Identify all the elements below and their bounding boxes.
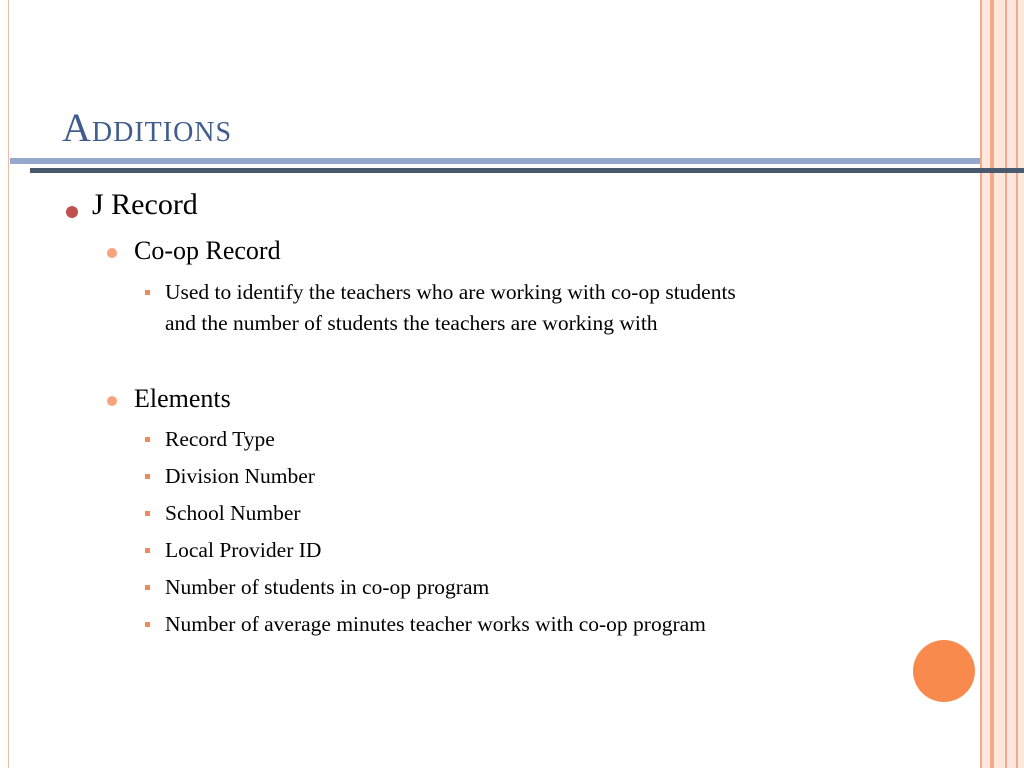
bullet-level3-icon [145,290,150,295]
element-item: Number of average minutes teacher works with co-op program [165,612,706,636]
frame-stripe [1005,0,1007,768]
coop-description-line1: Used to identify the teachers who are working with co-op students [165,280,736,304]
bullet-level3-icon [145,511,150,516]
bullet-elements: Elements [134,384,231,413]
frame-stripe [980,0,982,768]
element-item: Division Number [165,464,315,488]
frame-stripe [1016,0,1018,768]
title-underline-dark [30,168,1024,173]
bullet-level2-icon [107,396,117,406]
bullet-level3-icon [145,548,150,553]
bullet-level3-icon [145,585,150,590]
coop-description-line2: and the number of students the teachers are working with [165,311,658,335]
slide-title: Additions [62,105,233,150]
bullet-level1-icon [66,206,78,218]
bullet-coop-record: Co-op Record [134,236,281,265]
element-item: Number of students in co-op program [165,575,490,599]
frame-stripe [990,0,994,768]
element-item: Local Provider ID [165,538,322,562]
bullet-level2-icon [107,248,117,258]
bullet-level3-icon [145,474,150,479]
frame-left-line [8,0,9,768]
bullet-level3-icon [145,622,150,627]
bullet-level3-icon [145,437,150,442]
title-underline-light [10,158,980,164]
element-item: Record Type [165,427,275,451]
element-item: School Number [165,501,301,525]
bullet-j-record: J Record [92,188,198,221]
decorative-orange-circle [913,640,975,702]
